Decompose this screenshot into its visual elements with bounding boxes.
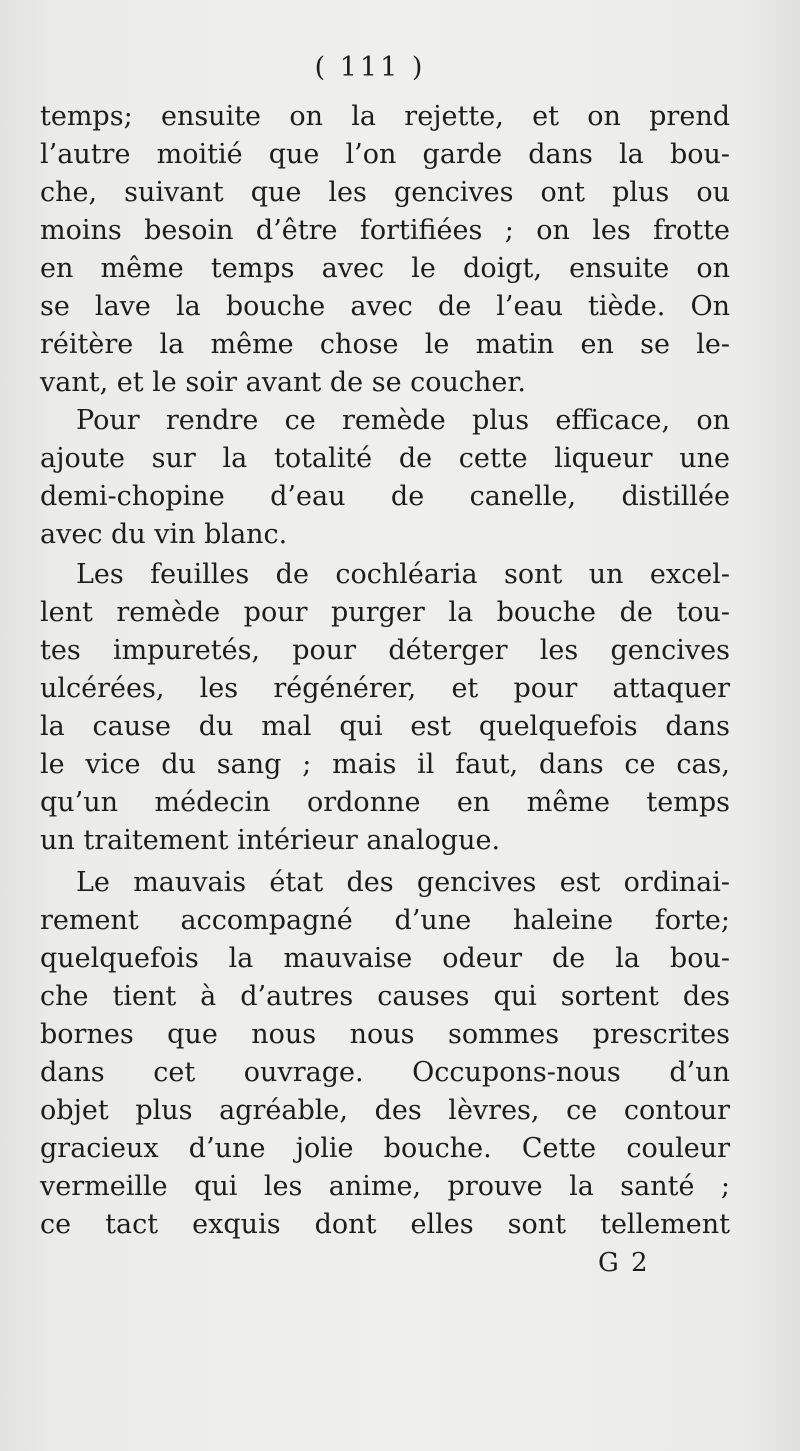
text-line: gracieux d’une jolie bouche. Cette couleur (40, 1133, 730, 1164)
text-line: l’autre moitié que l’on garde dans la bou- (40, 139, 730, 170)
text-line: ajoute sur la totalité de cette liqueur une (40, 443, 730, 474)
text-line: ce tact exquis dont elles sont tellement (40, 1209, 730, 1240)
text-line: ulcérées, les régénérer, et pour attaquer (40, 673, 730, 704)
text-line: che, suivant que les gencives ont plus ou (40, 177, 730, 208)
text-line: qu’un médecin ordonne en même temps (40, 787, 730, 818)
text-line: objet plus agréable, des lèvres, ce contour (40, 1095, 730, 1126)
page-number: ( 111 ) (314, 52, 426, 83)
text-line: la cause du mal qui est quelquefois dans (40, 711, 730, 742)
text-line: Pour rendre ce remède plus efficace, on (76, 405, 730, 436)
text-line: temps; ensuite on la rejette, et on prend (40, 101, 730, 132)
text-line: moins besoin d’être fortifiées ; on les frotte (40, 215, 730, 246)
text-line: che tient à d’autres causes qui sortent des (40, 981, 730, 1012)
text-line: rement accompagné d’une haleine forte; (40, 905, 730, 936)
text-line: en même temps avec le doigt, ensuite on (40, 253, 730, 284)
text-line: le vice du sang ; mais il faut, dans ce cas, (40, 749, 730, 780)
text-line: lent remède pour purger la bouche de tou- (40, 597, 730, 628)
text-line: Le mauvais état des gencives est ordinai- (76, 867, 730, 898)
text-line: tes impuretés, pour déterger les gencives (40, 635, 730, 666)
text-line: quelquefois la mauvaise odeur de la bou- (40, 943, 730, 974)
text-line: bornes que nous nous sommes prescrites (40, 1019, 730, 1050)
text-line: réitère la même chose le matin en se le- (40, 329, 730, 360)
text-line: vant, et le soir avant de se coucher. (40, 367, 526, 398)
text-line: dans cet ouvrage. Occupons-nous d’un (40, 1057, 730, 1088)
text-line: se lave la bouche avec de l’eau tiède. On (40, 291, 730, 322)
signature-mark: G 2 (598, 1248, 650, 1278)
text-line: un traitement intérieur analogue. (40, 825, 501, 856)
text-line: vermeille qui les anime, prouve la santé ; (40, 1171, 730, 1202)
text-line: avec du vin blanc. (40, 519, 288, 550)
text-line: Les feuilles de cochléaria sont un excel- (76, 559, 730, 590)
text-line: demi-chopine d’eau de canelle, distillée (40, 481, 730, 512)
